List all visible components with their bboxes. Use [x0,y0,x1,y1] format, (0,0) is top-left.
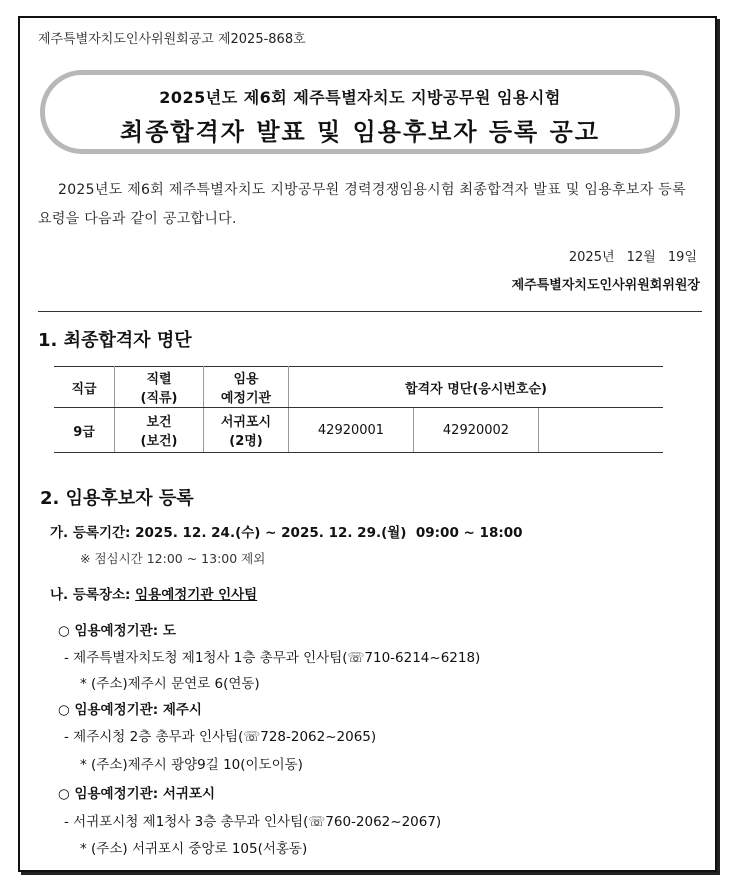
header-series-line2: (직류) [140,391,178,406]
agency-label: ○ 임용예정기관: 제주시 [58,702,202,718]
cell-series-line1: 보건 [146,415,172,430]
header-agency [204,367,289,408]
cell-grade: 9급 [54,408,115,453]
signer: 제주특별자치도인사위원회위원장 [511,278,700,293]
table-header-row [54,367,663,408]
agency-label: ○ 임용예정기관: 도 [58,623,176,639]
title-line2: 최종합격자 발표 및 임용후보자 등록 공고 [120,118,600,146]
cell-exam-number: 42920001 [289,408,414,453]
agency-address: * (주소)제주시 문연로 6(연동) [80,676,260,692]
cell-agency [204,408,289,453]
header-series [115,367,204,408]
cell-exam-number: 42920002 [414,408,539,453]
agency-office: - 제주특별자치도청 제1청사 1층 총무과 인사팀(☏710-6214~6218) [64,650,481,666]
lunch-note: ※ 점심시간 12:00 ~ 13:00 제외 [80,551,266,566]
period-value: 2025. 12. 24.(수) ~ 2025. 12. 29.(월) 09:00 ~ 18:00 [135,525,523,541]
cell-agency-line1: 서귀포시 [220,415,272,430]
agency-office: - 서귀포시청 제1청사 3층 총무과 인사팀(☏760-2062~2067) [64,814,442,830]
place-value: 임용예정기관 인사팀 [135,587,258,603]
cell-exam-number-empty [539,408,664,453]
cell-series-line2: (보건) [140,434,178,449]
header-list: 합격자 명단(응시번호순) [289,367,664,408]
header-agency-line2: 예정기관 [220,391,272,406]
pass-table [54,366,663,453]
intro-paragraph: 2025년도 제6회 제주특별자치도 지방공무원 경력경쟁임용시험 최종합격자 발표 및 임용후보자 등록요령을 다음과 같이 공고합니다. [38,182,686,227]
period-line [50,521,523,541]
divider [38,311,702,312]
header-series-line1: 직렬 [146,372,172,387]
agency-address: * (주소) 서귀포시 중앙로 105(서홍동) [80,841,308,857]
notice-date: 2025년 12월 19일 [568,250,697,265]
agency-label: ○ 임용예정기관: 서귀포시 [58,786,215,802]
agency-office: - 제주시청 2층 총무과 인사팀(☏728-2062~2065) [64,729,377,745]
section2-heading: 2. 임용후보자 등록 [40,488,194,509]
place-line [50,583,257,603]
agency-address: * (주소)제주시 광양9길 10(이도이동) [80,757,303,773]
place-label: 나. 등록장소: [50,587,131,603]
header-grade: 직급 [54,367,115,408]
period-label: 가. 등록기간: [50,525,131,541]
notice-number: 제주특별자치도인사위원회공고 제2025-868호 [38,32,306,47]
title-box [40,70,680,154]
cell-agency-line2: (2명) [229,434,263,449]
header-agency-line1: 임용 [233,372,259,387]
cell-series [115,408,204,453]
section1-heading: 1. 최종합격자 명단 [38,330,192,351]
title-line1: 2025년도 제6회 제주특별자치도 지방공무원 임용시험 [159,88,561,107]
table-row [54,408,663,453]
